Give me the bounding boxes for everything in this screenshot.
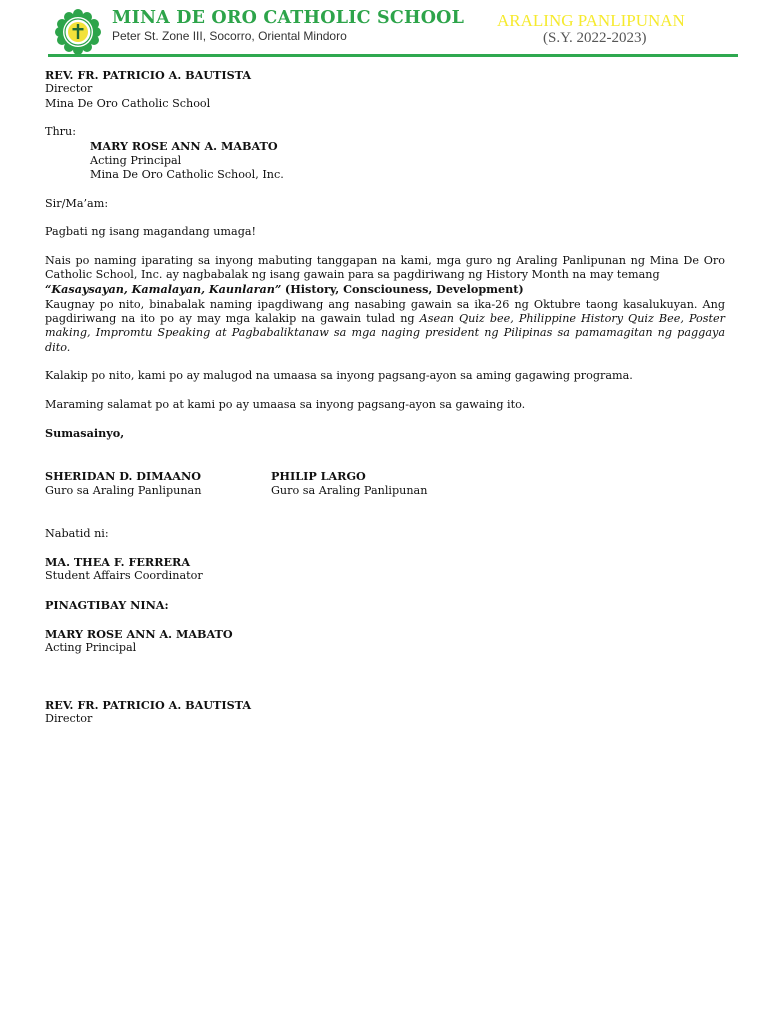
greeting: Pagbati ng isang magandang umaga!: [45, 225, 257, 239]
approved-label: PINAGTIBAY NINA:: [45, 597, 169, 612]
paragraph-thanks: Maraming salamat po at kami po ay umaasa sa inyong pagsang-ayon sa gawaing ito.: [45, 397, 526, 411]
noted-title: Student Affairs Coordinator: [45, 569, 203, 583]
salutation: Sir/Ma’am:: [45, 196, 109, 210]
thru-org: Mina De Oro Catholic School, Inc.: [90, 168, 284, 182]
signature-block: [45, 469, 271, 498]
signature-block: [271, 469, 497, 498]
theme-text: “Kasaysayan, Kamalayan, Kaunlaran”: [45, 282, 282, 297]
signatory-title: Guro sa Araling Panlipunan: [45, 483, 202, 497]
school-address: Peter St. Zone III, Socorro, Oriental Mindoro: [112, 29, 347, 43]
signatory-name: PHILIP LARGO: [271, 469, 366, 484]
paragraph-activities-text: Kaugnay po nito, binabalak naming ipagdiwang ang nasabing gawain sa ika-26 ng Oktubre taong kasalukuyan. Ang pagdiriwang na ito po ay may mga kalakip na gawain tulad ng: [45, 297, 725, 326]
noted-label: Nabatid ni:: [45, 526, 109, 540]
addressee-title: Director: [45, 82, 93, 96]
paragraph-activities: [45, 298, 725, 355]
school-name: MINA DE ORO CATHOLIC SCHOOL: [112, 8, 465, 28]
paragraph-intro-text: Nais po naming iparating sa inyong mabuting tanggapan na kami, mga guro ng Araling Panlipunan ng Mina De Oro Catholic School, Inc. ay nagbabalak ng isang gawain para sa pagdiriwang ng History Month na may temang: [45, 253, 725, 282]
thru-label: Thru:: [45, 125, 76, 139]
theme-translation: (History, Consciouness, Development): [284, 282, 524, 297]
closing: Sumasainyo,: [45, 426, 125, 441]
school-year: (S.Y. 2022-2023): [543, 30, 647, 46]
letter-body: [45, 68, 725, 727]
approver-name: MARY ROSE ANN A. MABATO: [45, 626, 233, 641]
signatory-title: Guro sa Araling Panlipunan: [271, 483, 428, 497]
header-divider: [48, 54, 738, 57]
signatory-name: SHERIDAN D. DIMAANO: [45, 469, 201, 484]
addressee-name: REV. FR. PATRICIO A. BAUTISTA: [45, 68, 252, 82]
department-title: ARALING PANLIPUNAN: [497, 11, 685, 30]
approver-name: REV. FR. PATRICIO A. BAUTISTA: [45, 698, 252, 713]
approver-title: Director: [45, 712, 93, 726]
teacher-signatures: [45, 469, 725, 498]
approver-title: Acting Principal: [45, 640, 137, 654]
addressee-org: Mina De Oro Catholic School: [45, 96, 211, 110]
thru-title: Acting Principal: [90, 153, 182, 167]
activities-list: Asean Quiz bee, Philippine History Quiz Bee, Poster making, Impromtu Speaking at Pagbabaliktanaw sa mga naging president ng Pilipinas sa pamamagitan ng paggaya dito.: [45, 312, 725, 354]
paragraph-attachment: Kalakip po nito, kami po ay malugod na umaasa sa inyong pagsang-ayon sa aming gagawing programa.: [45, 369, 633, 383]
noted-name: MA. THEA F. FERRERA: [45, 555, 191, 570]
paragraph-intro: [45, 254, 725, 298]
school-seal-icon: [52, 8, 104, 56]
thru-name: MARY ROSE ANN A. MABATO: [90, 139, 278, 154]
